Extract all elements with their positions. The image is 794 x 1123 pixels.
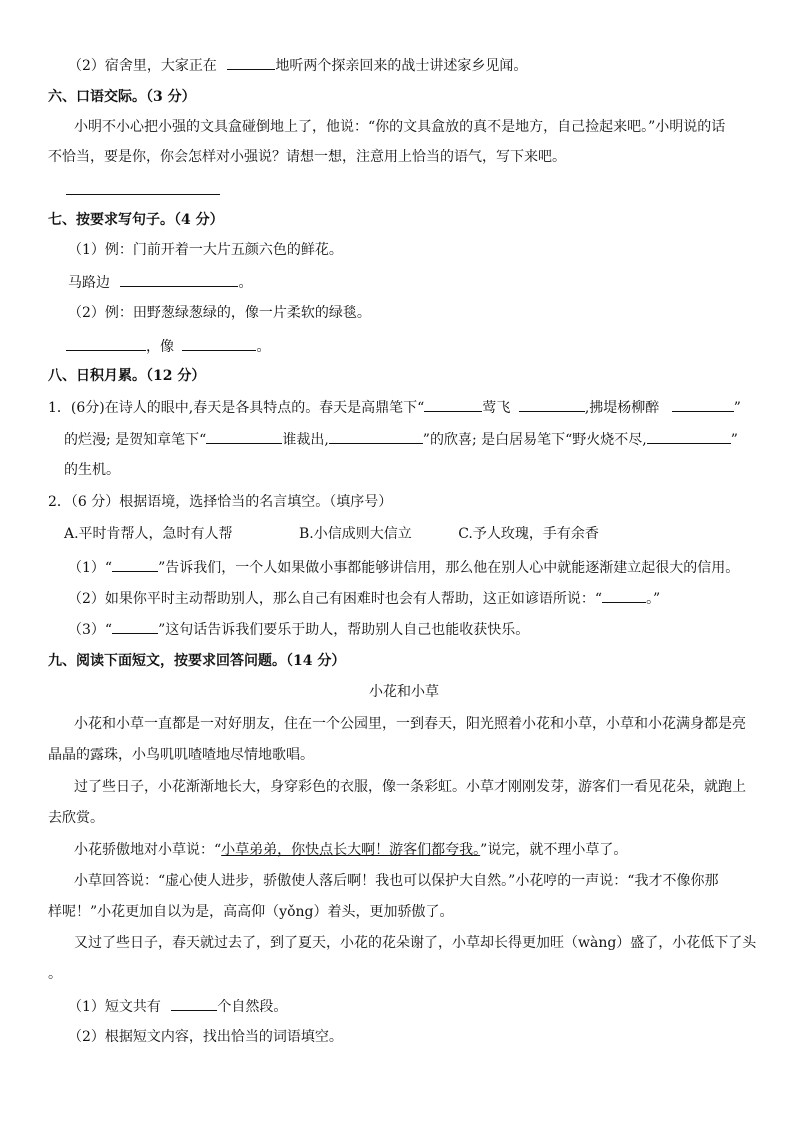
paragraph-line: 。 [48,966,62,982]
answer-blank[interactable] [227,55,275,70]
question-line: 1．(6分)在诗人的眼中,春天是各具特点的。春天是高鼎笔下“ 莺飞 ,拂堤杨柳醉 ” [48,397,741,418]
answer-blank[interactable] [66,336,146,351]
answer-blank[interactable] [602,588,646,603]
answer-blank[interactable] [182,336,256,351]
paragraph-line: 小花和小草一直都是一对好朋友，住在一个公园里，一到春天，阳光照着小花和小草，小草和小花满身都是亮 [74,716,746,732]
section-heading: 九、阅读下面短文，按要求回答问题。（14 分） [48,653,346,669]
answer-line[interactable] [66,194,220,195]
question-line: （2）如果你平时主动帮助别人，那么自己有困难时也会有人帮助，这正如谚语所说：“ 。” [68,588,660,609]
options-line [64,524,599,544]
answer-blank[interactable] [519,397,585,412]
question-line: ，像 。 [66,336,270,357]
answer-blank[interactable] [120,272,238,287]
question-line: （1）短文共有 个自然段。 [68,996,287,1017]
paragraph-line: 晶晶的露珠，小鸟叽叽喳喳地尽情地歌唱。 [48,747,314,763]
paragraph-line: 小明不小心把小强的文具盒碰倒地上了，他说：“你的文具盒放的真不是地方，自己捡起来吧。”小明说的话 [74,119,726,135]
question-line: 的烂漫; 是贺知章笔下“ 谁裁出, ”的欣喜; 是白居易笔下“野火烧不尽, ” [64,429,738,450]
question-line: 的生机。 [64,462,120,478]
paragraph-line: 样呢！”小花更加自以为是，高高仰（yǒng）着头，更加骄傲了。 [48,904,454,920]
answer-blank[interactable] [672,397,734,412]
paragraph-line: 过了些日子，小花渐渐地长大，身穿彩色的衣服，像一条彩虹。小草才刚刚发芽，游客们一看见花朵，就跑上 [74,779,746,795]
section-heading: 八、日积月累。（12 分） [48,368,206,384]
question-line: （2）宿舍里，大家正在 地听两个探亲回来的战士讲述家乡见闻。 [68,55,527,76]
question-line: 马路边 。 [68,272,252,293]
paragraph-line: 去欣赏。 [48,810,104,826]
question-line: （1）例：门前开着一大片五颜六色的鲜花。 [68,242,343,258]
answer-blank[interactable] [112,619,158,634]
answer-blank[interactable] [424,397,482,412]
option-b: B.小信成则大信立 [299,526,412,542]
paragraph-line: 不恰当，要是你，你会怎样对小强说？请想一想，注意用上恰当的语气，写下来吧。 [48,149,566,165]
section-heading: 七、按要求写句子。（4 分） [48,212,224,228]
question-line: （2）例：田野葱绿葱绿的，像一片柔软的绿毯。 [68,305,371,321]
option-c: C.予人玫瑰，手有余香 [458,526,599,542]
question-line: （2）根据短文内容，找出恰当的词语填空。 [68,1029,343,1045]
question-line: （1）“ ”告诉我们，一个人如果做小事都能够讲信用，那么他在别人心中就能逐渐建立起很大的信用。 [68,557,739,578]
paragraph-line: 又过了些日子，春天就过去了，到了夏天，小花的花朵谢了，小草却长得更加旺（wàng）盛了，小花低下了头 [74,935,757,951]
section-heading: 六、口语交际。（3 分） [48,89,196,105]
answer-blank[interactable] [171,996,217,1011]
answer-blank[interactable] [647,429,731,444]
paragraph-line: 小草回答说：“虚心使人进步，骄傲使人落后啊！我也可以保护大自然。”小花哼的一声说：“我才不像你那 [74,873,719,889]
answer-blank[interactable] [329,429,423,444]
question-line: （3）“ ”这句话告诉我们要乐于助人，帮助别人自己也能收获快乐。 [68,619,529,640]
story-title: 小花和小草 [369,684,439,700]
paragraph-line: 小花骄傲地对小草说：“小草弟弟，你快点长大啊！游客们都夸我。”说完，就不理小草了。 [74,842,628,858]
underlined-sentence: 小草弟弟，你快点长大啊！游客们都夸我。 [221,842,481,858]
option-a: A.平时肯帮人，急时有人帮 [64,526,233,542]
answer-blank[interactable] [206,429,282,444]
answer-blank[interactable] [112,557,158,572]
question-line: 2．（6 分）根据语境，选择恰当的名言填空。（填序号） [48,494,393,510]
